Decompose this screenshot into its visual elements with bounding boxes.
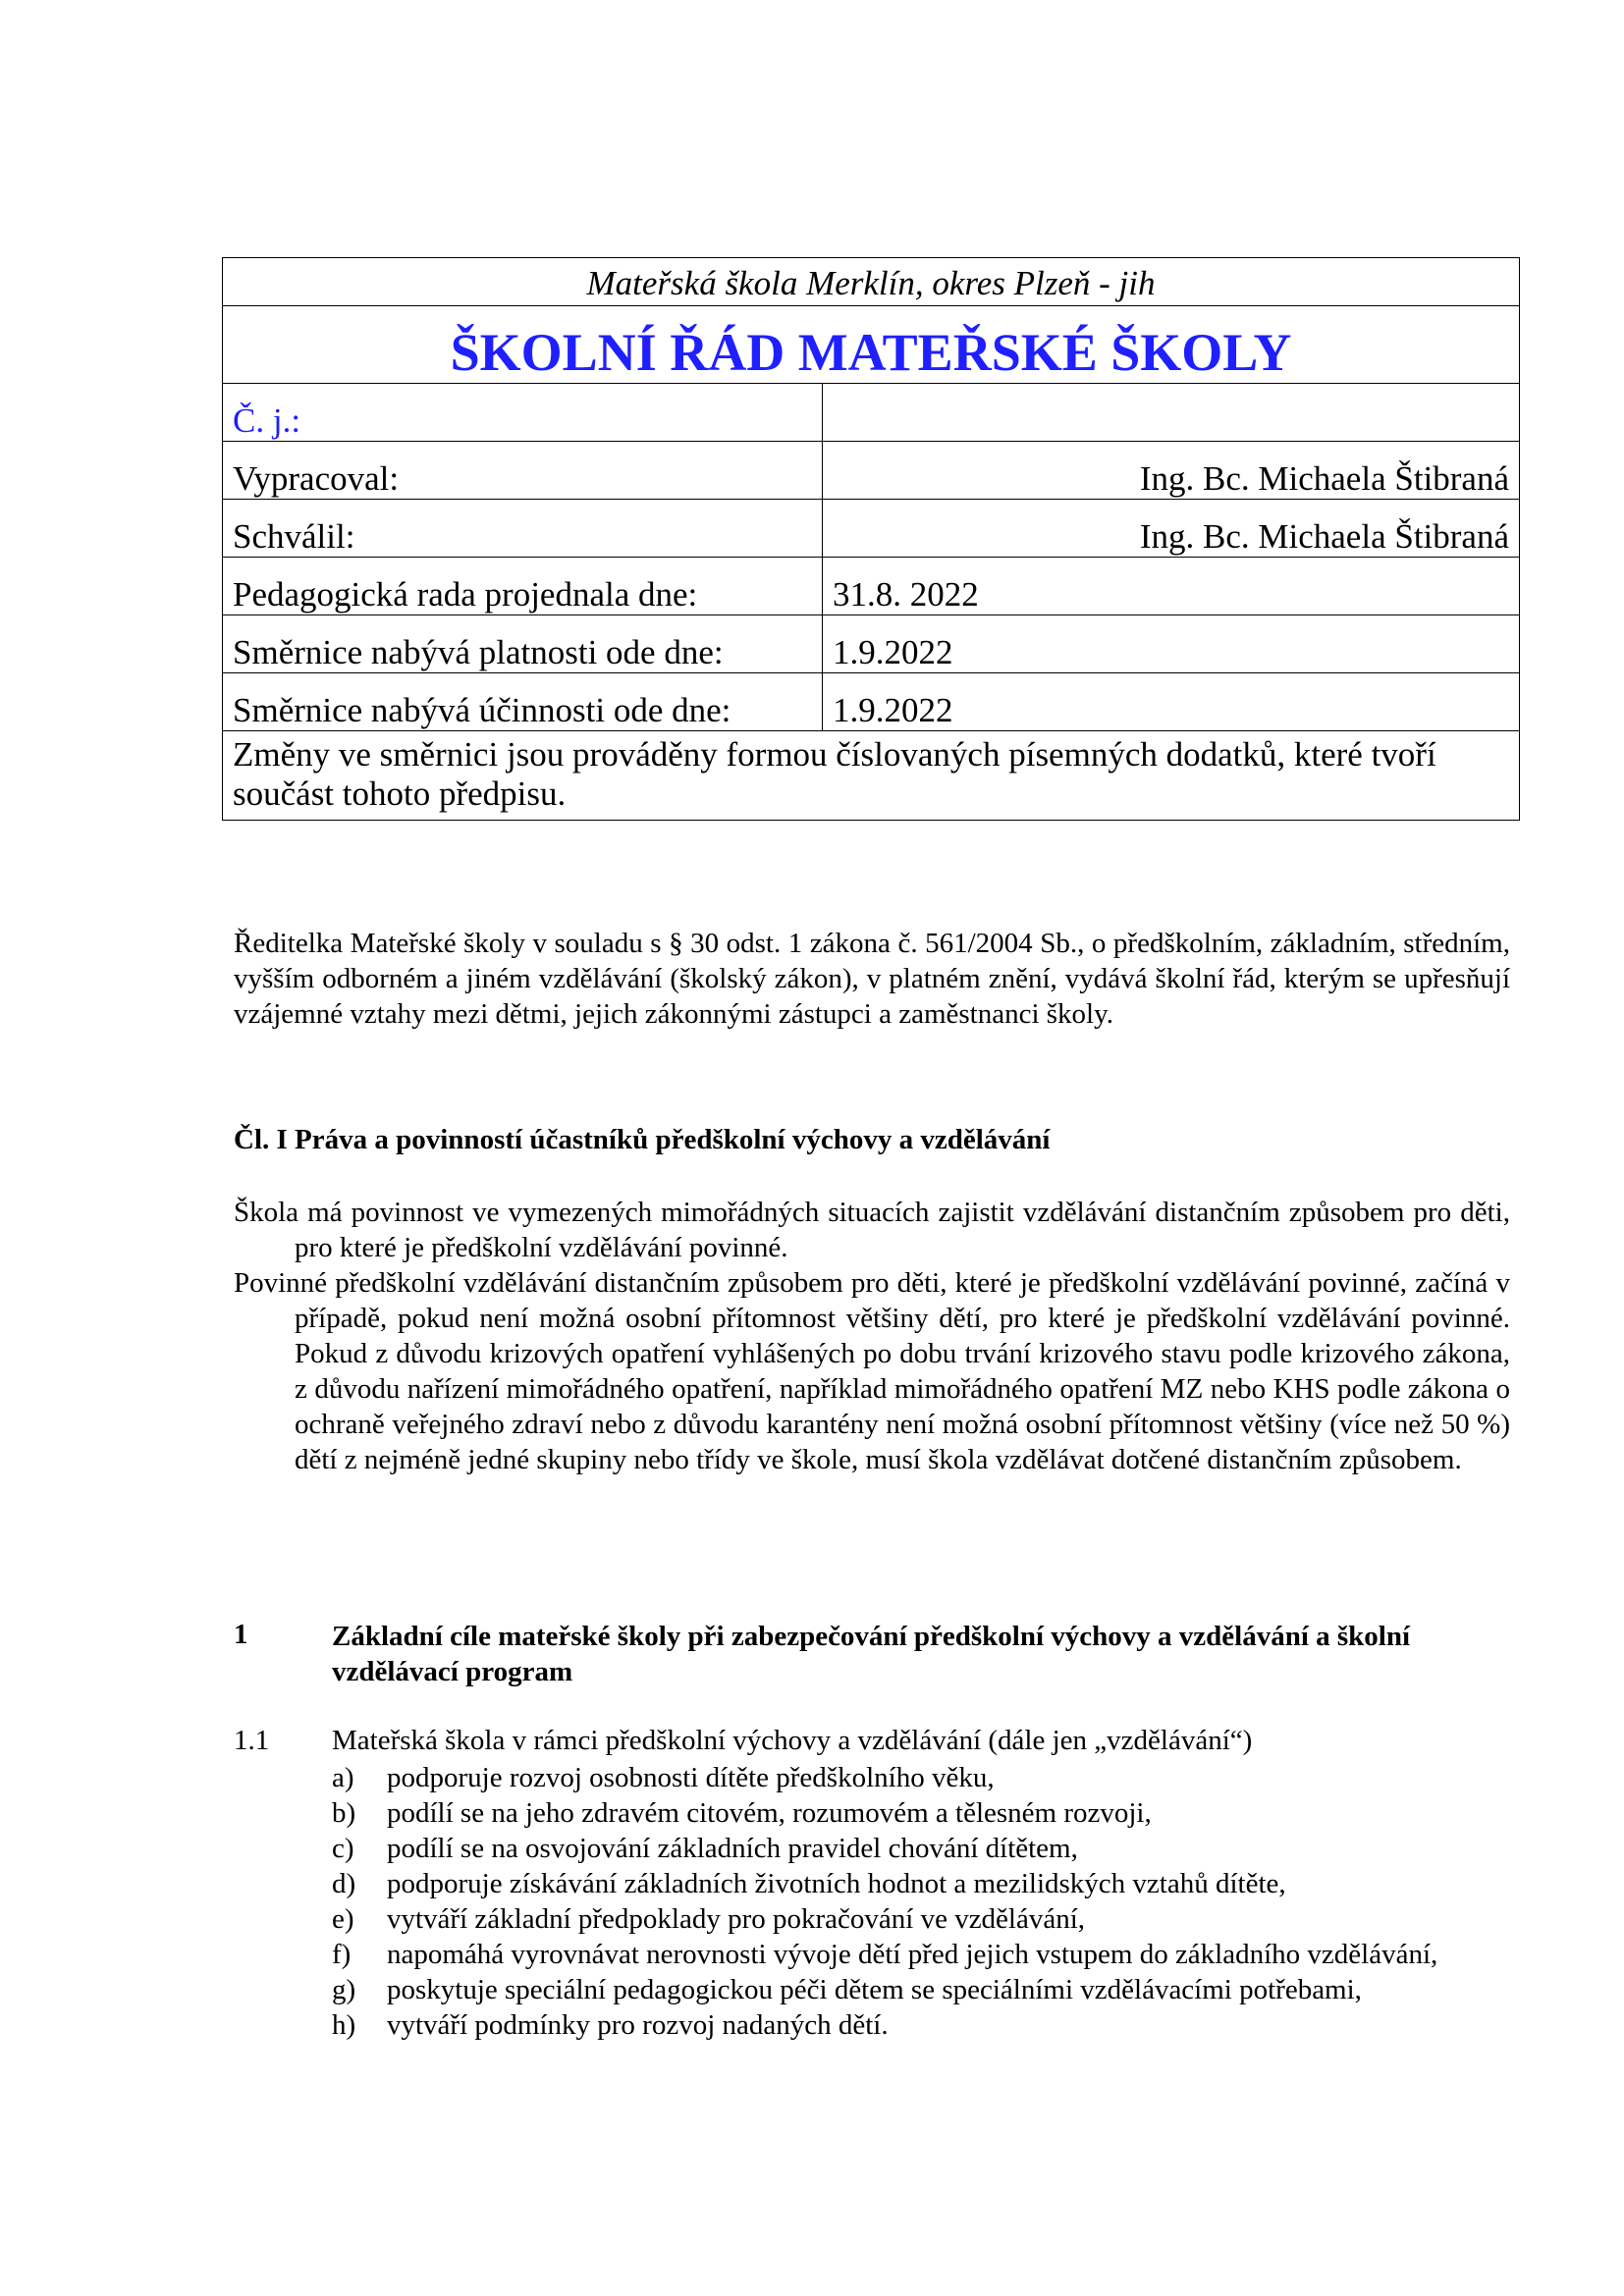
validity-date-label: Směrnice nabývá platnosti ode dne: (223, 615, 823, 673)
goals-list (332, 1760, 1510, 2043)
effective-date-label: Směrnice nabývá účinnosti ode dne: (223, 673, 823, 731)
amendment-note: Změny ve směrnici jsou prováděny formou číslovaných písemných dodatků, které tvoří součást tohoto předpisu. (223, 731, 1520, 821)
article-heading: Čl. I Práva a povinností účastníků předškolní výchovy a vzdělávání (234, 1124, 1051, 1155)
list-item (332, 1795, 1510, 1831)
council-date-value: 31.8. 2022 (823, 558, 1520, 615)
list-text: podílí se na osvojování základních pravidel chování dítětem, (387, 1833, 1078, 1864)
prepared-by-label: Vypracoval: (223, 442, 823, 500)
school-name: Mateřská škola Merklín, okres Plzeň - jih (223, 258, 1520, 306)
list-item (332, 1937, 1510, 1972)
subsection-text: Mateřská škola v rámci předškolní výchovy a vzdělávání (dále jen „vzdělávání“) (332, 1725, 1253, 1756)
list-text: vytváří podmínky pro rozvoj nadaných dětí. (387, 2009, 889, 2041)
list-letter: d) (332, 1868, 356, 1899)
list-item (332, 1901, 1510, 1937)
list-item (332, 1831, 1510, 1866)
approved-by-value: Ing. Bc. Michaela Štibraná (823, 500, 1520, 558)
prepared-by-value: Ing. Bc. Michaela Štibraná (823, 442, 1520, 500)
section-number: 1 (234, 1619, 248, 1650)
list-text: podílí se na jeho zdravém citovém, rozumovém a tělesném rozvoji, (387, 1797, 1152, 1829)
subsection-number: 1.1 (234, 1725, 270, 1756)
list-letter: b) (332, 1797, 356, 1829)
effective-date-value: 1.9.2022 (823, 673, 1520, 731)
list-item (332, 1760, 1510, 1795)
header-table (222, 257, 1520, 821)
validity-date-value: 1.9.2022 (823, 615, 1520, 673)
list-letter: g) (332, 1974, 356, 2005)
list-item (332, 2007, 1510, 2043)
list-text: poskytuje speciální pedagogickou péči dětem se speciálními vzdělávacími potřebami, (387, 1974, 1362, 2005)
list-item (332, 1972, 1510, 2007)
list-text: napomáhá vyrovnávat nerovnosti vývoje dětí před jejich vstupem do základního vzdělávání, (387, 1939, 1438, 1970)
document-title: ŠKOLNÍ ŘÁD MATEŘSKÉ ŠKOLY (223, 306, 1520, 384)
intro-paragraph: Ředitelka Mateřské školy v souladu s § 30 odst. 1 zákona č. 561/2004 Sb., o předškolním, základním, středním, vyšším odborném a jiném vzdělávání (školský zákon), v platném znění, vydává školní řád, kterým se upřesňují vzájemné vztahy mezi dětmi, jejich zákonnými zástupci a zaměstnanci školy. (234, 928, 1510, 1030)
section-title: Základní cíle mateřské školy při zabezpečování předškolní výchovy a vzdělávání a školní vzdělávací program (332, 1621, 1411, 1687)
list-letter: e) (332, 1903, 354, 1935)
list-letter: h) (332, 2009, 356, 2041)
list-letter: a) (332, 1762, 354, 1793)
list-item (332, 1866, 1510, 1901)
cj-label: Č. j.: (223, 384, 823, 442)
list-letter: f) (332, 1939, 352, 1970)
paragraph-distance-education: Povinné předškolní vzdělávání distančním způsobem pro děti, které je předškolní vzdělávání povinné, začíná v případě, pokud není možná osobní přítomnost většiny dětí, pro které je předškolní vzdělávání povinné. Pokud z důvodu krizových opatření vyhlášených po dobu trvání krizového stavu podle krizového zákona, z důvodu nařízení mimořádného opatření, například mimořádného opatření MZ nebo KHS podle zákona o ochraně veřejného zdraví nebo z důvodu karantény není možná osobní přítomnost většiny (více než 50 %) dětí z nejméně jedné skupiny nebo třídy ve škole, musí škola vzdělávat dotčené distančním způsobem. (234, 1267, 1510, 1475)
list-letter: c) (332, 1833, 354, 1864)
list-text: podporuje získávání základních životních hodnot a mezilidských vztahů dítěte, (387, 1868, 1286, 1899)
list-text: vytváří základní předpoklady pro pokračování ve vzdělávání, (387, 1903, 1086, 1935)
approved-by-label: Schválil: (223, 500, 823, 558)
list-text: podporuje rozvoj osobnosti dítěte předškolního věku, (387, 1762, 995, 1793)
council-date-label: Pedagogická rada projednala dne: (223, 558, 823, 615)
paragraph-distance-duty: Škola má povinnost ve vymezených mimořádných situacích zajistit vzdělávání distančním způsobem pro děti, pro které je předškolní vzdělávání povinné. (234, 1197, 1510, 1263)
cj-value (823, 384, 1520, 442)
